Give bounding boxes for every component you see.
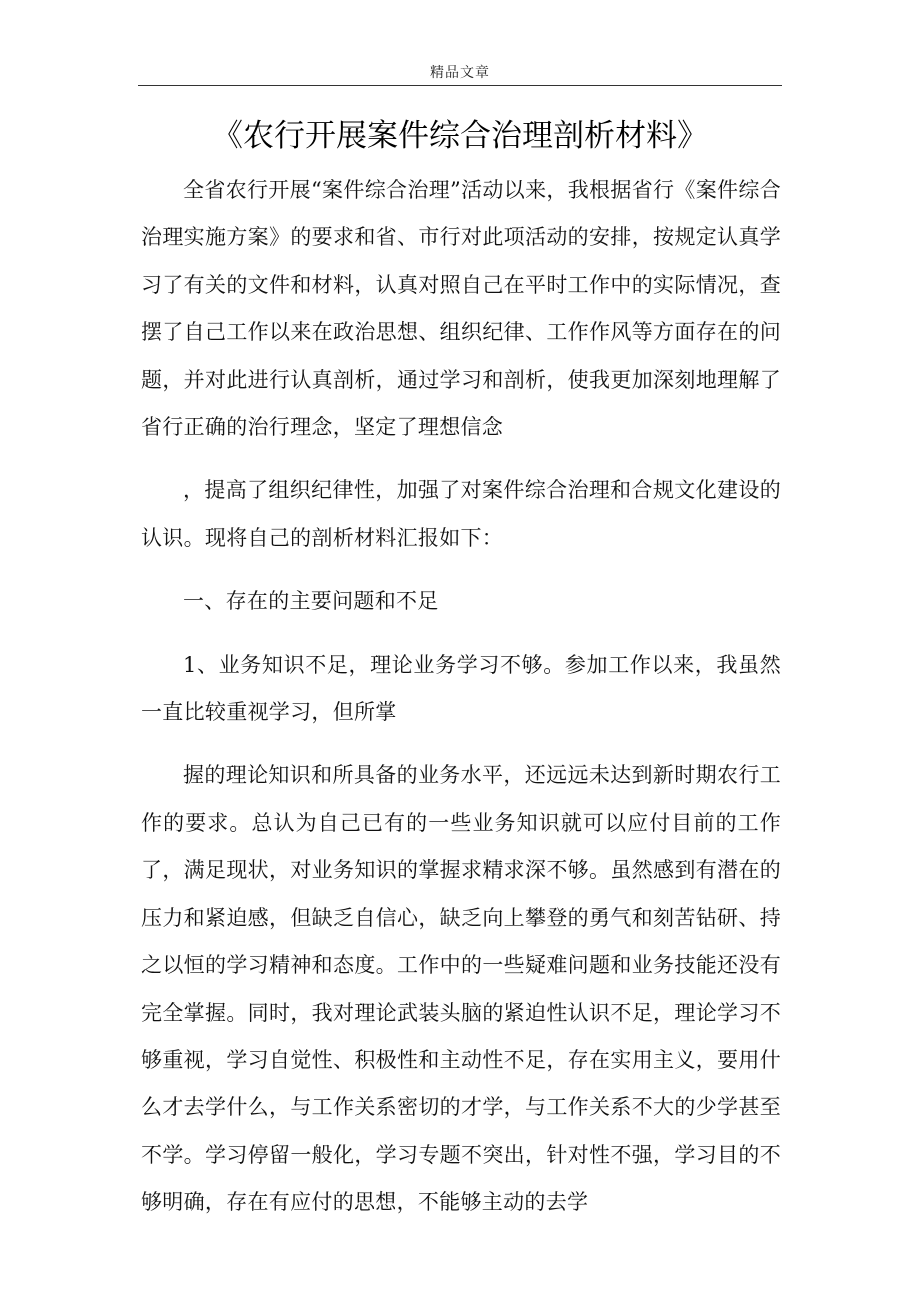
paragraph-point-1: 1、业务知识不足，理论业务学习不够。参加工作以来，我虽然一直比较重视学习，但所掌: [141, 652, 781, 725]
document-title: 《农行开展案件综合治理剖析材料》: [212, 118, 708, 154]
header-divider: [138, 85, 782, 86]
paragraph-point-1-continued: 握的理论知识和所具备的业务水平，还远远未达到新时期农行工作的要求。总认为自己已有的一些业务知识就可以应付目前的工作了，满足现状，对业务知识的掌握求精求深不够。虽然感到有潜在的压力和紧迫感，但缺乏自信心，缺乏向上攀登的勇气和刻苦钻研、持之以恒的学习精神和态度。工作中的一些疑难问题和业务技能还没有完全掌握。同时，我对理论武装头脑的紧迫性认识不足，理论学习不够重视，学习自觉性、积极性和主动性不足，存在实用主义，要用什么才去学什么，与工作关系密切的才学，与工作关系不大的少学甚至不学。学习停留一般化，学习专题不突出，针对性不强，学习目的不够明确，存在有应付的思想，不能够主动的去学: [141, 763, 781, 1215]
page-header-label: 精品文章: [430, 65, 490, 81]
paragraph-intro: 全省农行开展“案件综合治理”活动以来，我根据省行《案件综合治理实施方案》的要求和省、市行对此项活动的安排，按规定认真学习了有关的文件和材料，认真对照自己在平时工作中的实际情况，查摆了自己工作以来在政治思想、组织纪律、工作作风等方面存在的问题，并对此进行认真剖析，通过学习和剖析，使我更加深刻地理解了省行正确的治行理念，坚定了理想信念: [141, 178, 781, 440]
paragraph-intro-continued: ，提高了组织纪律性，加强了对案件综合治理和合规文化建设的认识。现将自己的剖析材料汇报如下：: [141, 478, 781, 550]
section-heading-problems: 一、存在的主要问题和不足: [183, 589, 439, 614]
document-body: [141, 167, 781, 1243]
